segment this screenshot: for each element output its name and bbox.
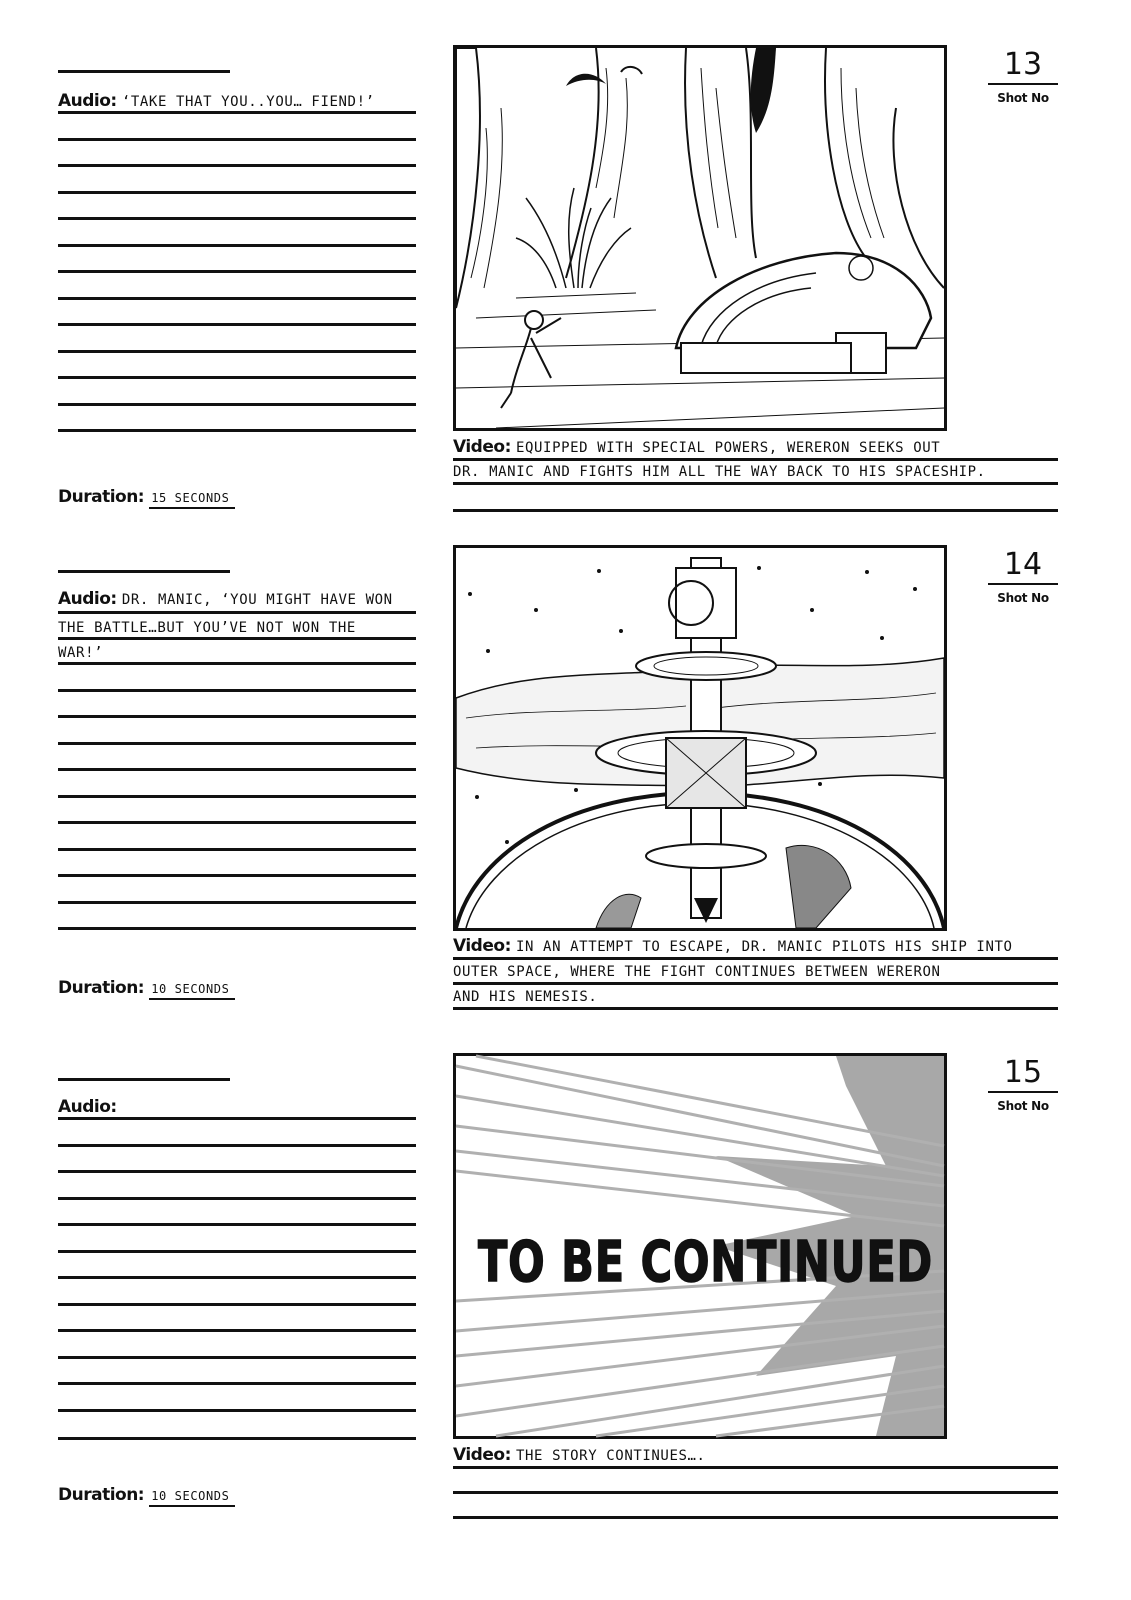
audio-column <box>58 45 416 555</box>
duration-label: Duration: <box>58 978 145 998</box>
shot-row-13 <box>0 45 1131 555</box>
video-label: Video: <box>453 936 511 956</box>
storyboard-panel-14 <box>453 545 947 931</box>
duration-value: 15 SECONDS <box>149 491 235 509</box>
duration-label: Duration: <box>58 487 145 507</box>
video-text-line-1: IN AN ATTEMPT TO ESCAPE, DR. MANIC PILOTS HIS SHIP INTO <box>515 939 1013 955</box>
duration <box>58 1485 235 1507</box>
to-be-continued-illustration <box>456 1056 944 1436</box>
audio-text-line-2: THE BATTLE…BUT YOU’VE NOT WON THE <box>58 620 356 636</box>
video-text-line-2: DR. MANIC AND FIGHTS HIM ALL THE WAY BACK TO HIS SPACESHIP. <box>453 464 986 480</box>
video-label: Video: <box>453 1445 511 1465</box>
to-be-continued-text: TO BE CONTINUED <box>478 1230 933 1295</box>
audio-column <box>58 1053 416 1563</box>
duration-value: 10 SECONDS <box>149 982 235 1000</box>
audio-text-line-3: WAR!’ <box>58 645 104 661</box>
audio-text: ‘TAKE THAT YOU..YOU… FIEND!’ <box>121 94 375 110</box>
video-text-line-3: AND HIS NEMESIS. <box>453 989 598 1005</box>
audio-text-line-1: DR. MANIC, ‘YOU MIGHT HAVE WON <box>121 592 393 608</box>
storyboard-panel-15 <box>453 1053 947 1439</box>
duration <box>58 487 235 509</box>
duration-value: 10 SECONDS <box>149 1489 235 1507</box>
storyboard-panel-13 <box>453 45 947 431</box>
video-text-line-1: THE STORY CONTINUES…. <box>515 1448 706 1464</box>
shot-label: Shot No <box>997 91 1049 105</box>
shot-number-block <box>988 547 1058 605</box>
shot-row-15 <box>0 1053 1131 1563</box>
shot-number: 15 <box>988 1055 1058 1093</box>
top-rule <box>58 1078 230 1081</box>
audio-label: Audio: <box>58 91 117 111</box>
space-station-illustration <box>456 548 944 928</box>
video-text-line-2: OUTER SPACE, WHERE THE FIGHT CONTINUES BETWEEN WERERON <box>453 964 941 980</box>
shot-label: Shot No <box>997 591 1049 605</box>
shot-number-block <box>988 47 1058 105</box>
shot-number: 13 <box>988 47 1058 85</box>
top-rule <box>58 70 230 73</box>
forest-spaceship-illustration <box>456 48 944 428</box>
shot-label: Shot No <box>997 1099 1049 1113</box>
audio-column <box>58 545 416 1055</box>
shot-number-block <box>988 1055 1058 1113</box>
audio-label: Audio: <box>58 1097 117 1117</box>
audio-label: Audio: <box>58 589 117 609</box>
video-label: Video: <box>453 437 511 457</box>
shot-number: 14 <box>988 547 1058 585</box>
top-rule <box>58 570 230 573</box>
video-text-line-1: EQUIPPED WITH SPECIAL POWERS, WERERON SEEKS OUT <box>515 440 941 456</box>
shot-row-14 <box>0 545 1131 1055</box>
duration <box>58 978 235 1000</box>
duration-label: Duration: <box>58 1485 145 1505</box>
